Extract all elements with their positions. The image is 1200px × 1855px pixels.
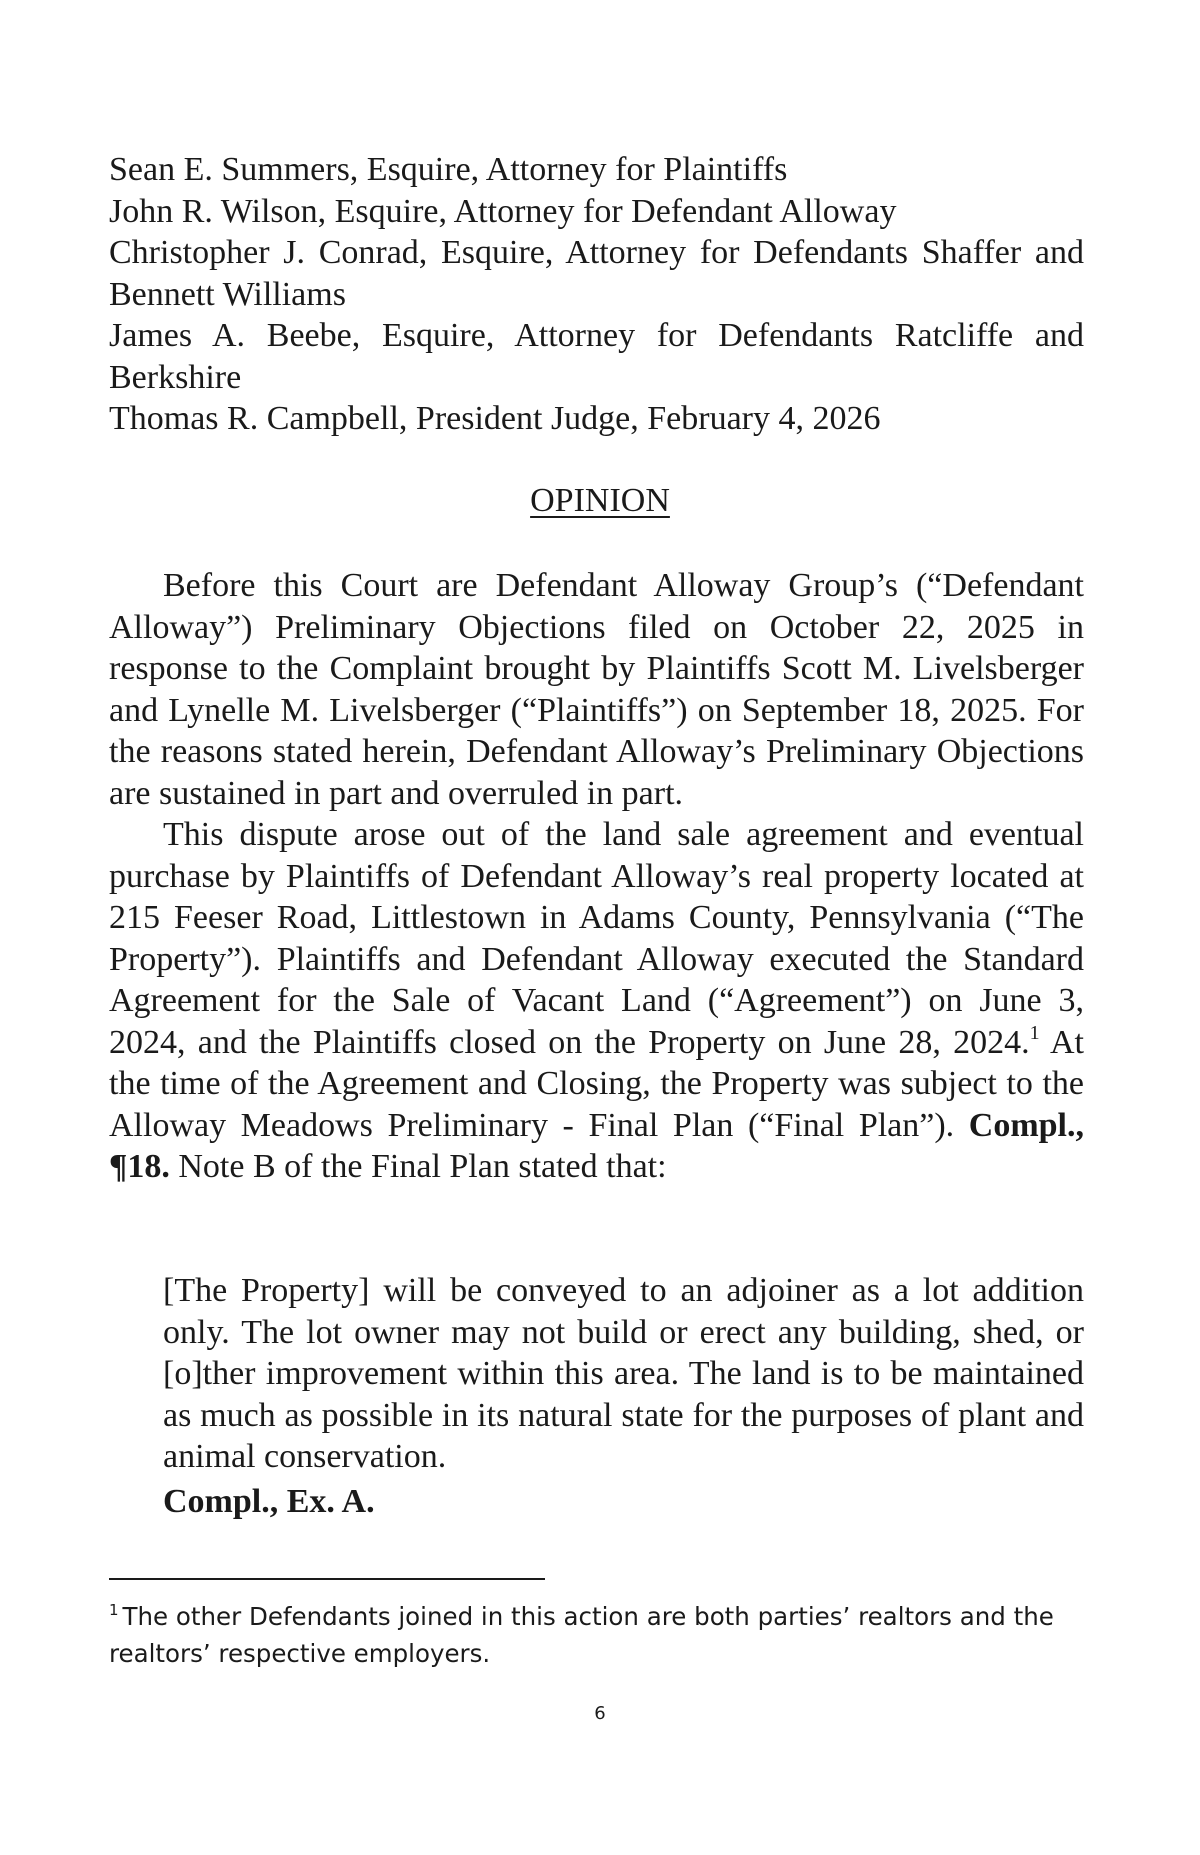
counsel-line: Berkshire [109,358,242,396]
paragraph-1: Before this Court are Defendant Alloway Group’s (“Defendant Alloway”) Preliminary Objections filed on October 22, 2025 in response to the Complaint brought by Plaintiffs Scott M. Livelsberger and Lynelle M. Livelsberger (“Plaintiffs”) on September 18, 2025. For the reasons stated herein, Defendant Alloway’s Preliminary Objections are sustained in part and overruled in part. [109,567,1084,812]
counsel-line: John R. Wilson, Esquire, Attorney for Defendant Alloway [109,192,897,230]
paragraph-2-part-2: At the time of the Agreement and Closing, the Property was subject to the Alloway Meadows Preliminary - Final Plan (“Final Plan”). [109,1023,1085,1144]
paragraph-2-part-1: This dispute arose out of the land sale agreement and eventual purchase by Plaintiffs of Defendant Alloway’s real property located at 215 Feeser Road, Littlestown in Adams County, Pennsylvania (“The Property”). Plaintiffs and Defendant Alloway executed the Standard Agreement for the Sale of Vacant Land (“Agreement”) on June 3, 2024, and the Plaintiffs closed on the Property on June 28, 2024. [109,816,1084,1061]
counsel-list [109,149,1084,440]
footnote-text: The other Defendants joined in this action are both parties’ realtors and the realtors’ respective employers. [109,1602,1054,1668]
footnote-divider [109,1578,545,1580]
block-quote-citation: Compl., Ex. A. [163,1483,375,1520]
opinion-body [109,565,1084,1188]
complaint-citation: Compl., ¶18. [109,1106,1084,1185]
counsel-line: Sean E. Summers, Esquire, Attorney for Plaintiffs [109,151,788,188]
block-quote: [The Property] will be conveyed to an adjoiner as a lot addition only. The lot owner may not build or erect any building, shed, or [o]ther improvement within this area. The land is to be maintained as much as possible in its natural state for the purposes of plant and animal conservation. [163,1272,1084,1475]
opinion-heading-text: OPINION [530,482,670,519]
page-number: 6 [594,1703,606,1724]
counsel-line: James A. Beebe, Esquire, Attorney for Defendants Ratcliffe and [109,317,1084,354]
counsel-line: Bennett Williams [109,275,346,313]
footnote-reference[interactable]: 1 [1029,1021,1040,1044]
footnote [109,1598,1084,1672]
counsel-line: Thomas R. Campbell, President Judge, February 4, 2026 [109,400,881,437]
opinion-heading [0,480,1200,522]
counsel-line: Christopher J. Conrad, Esquire, Attorney for Defendants Shaffer and [109,234,1084,271]
footnote-number: 1 [109,1601,119,1619]
paragraph-2 [109,814,1084,1188]
paragraph-2-part-3: Note B of the Final Plan stated that: [169,1148,667,1185]
